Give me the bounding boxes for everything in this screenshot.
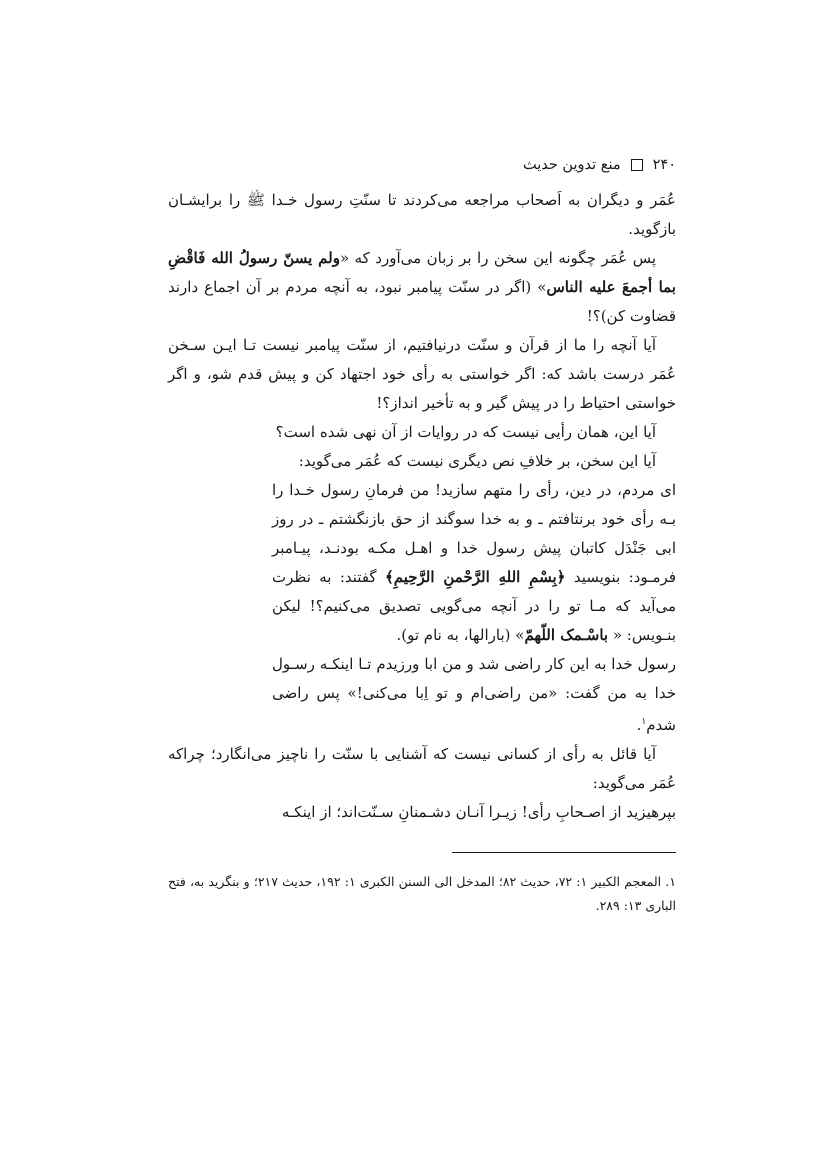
- page-number: ۲۴۰: [652, 156, 676, 173]
- paragraph-1: عُمَر و دیگران به اَصحاب مراجعه می‌کردند تا سنّتِ رسول خـدا ﷺ را برایشـان بازگوید.: [168, 191, 676, 238]
- page-content: [168, 150, 676, 827]
- quote-1-text-e: » (بارالها، به نام تو).: [396, 626, 525, 644]
- bismika-bold: باسْـمک اللّهمّ: [524, 626, 609, 644]
- question-2: آیا این سخن، بر خلافِ نص دیگری نیست که عُمَر می‌گوید:: [298, 452, 656, 470]
- quote-block-2: رسول خدا به این کار راضی شد و من ابا ورزیدم تـا اینکـه رسـول خدا به من گفت: «من راضی‌ام و تو اِبا می‌کنی!» پس راضی شدم$^۱$.: [272, 655, 676, 734]
- quote-2-text: رسول خدا به این کار راضی شد و من ابا ورزیدم تـا اینکـه رسـول خدا به من گفت: «من راضی‌ام و تو اِبا می‌کنی!» پس راضی شدم: [272, 655, 676, 734]
- basmala-bold: ﴿بِسْمِ اللهِ الرَّحْمنِ الرَّحِیمِ﴾: [384, 568, 566, 586]
- footnote: ۱. المعجم الکبیر ۱: ۷۲، حدیث ۸۲؛ المدخل الی السنن الکبری ۱: ۱۹۲، حدیث ۲۱۷؛ و بنگرید به، فتح الباری ۱۳: ۲۸۹.: [168, 874, 676, 913]
- footnote-divider: [452, 852, 676, 853]
- paragraph-2: [168, 244, 676, 331]
- question-1: آیا این، همان رأیی نیست که در روایات از آن نهی شده است؟: [275, 423, 656, 441]
- quote-block-3: بپرهیزید از اصـحابِ رأی! زیـرا آنـان دشـمنانِ سـنّت‌اند؛ از اینکـه: [281, 803, 676, 821]
- quote-1-text-a: ای مردم، در دین، رأی را متهم سازید! من فرمانِ رسول خـدا را بـه رأی خود برنتافتم ـ و به خدا سوگند از حق بازنگشتم ـ در روز ابی جَنْدَل کاتبان پیش رسول خدا و اهـل مکـه بودنـد، پیـامبر فرمـود: بنویسید: [272, 481, 676, 586]
- paragraph-4: آیا قائل به رأی از کسانی نیست که آشنایی با سنّت را ناچیز می‌انگارد؛ چراکه عُمَر می‌گوید:: [168, 745, 676, 792]
- square-ornament-icon: [631, 159, 643, 171]
- paragraph-2-text-a: پس عُمَر چگونه این سخن را بر زبان می‌آورد که «: [339, 249, 656, 267]
- quote-block-1: [272, 476, 676, 650]
- footnote-ref[interactable]: ۱: [641, 717, 647, 727]
- arabic-quote-bold: ولم یسنّ رسولُ الله فَاقْضِ بما أجمعَ علیه الناس: [168, 249, 676, 296]
- running-header: [168, 150, 676, 180]
- running-title: منع تدوین حدیث: [522, 156, 621, 173]
- paragraph-2-text-c: » (اگر در سنّت پیامبر نبود، به آنچه مردم بر آن اجماع دارند قضاوت کن)؟!: [168, 278, 676, 325]
- quote-1-text-c: گفتند: به نظرت می‌آید که مـا تو را در آنچه می‌گویی تصدیق می‌کنیم؟! لیکن بنـویس: «: [272, 568, 676, 644]
- paragraph-3: آیا آنچه را ما از قرآن و سنّت درنیافتیم، از سنّت پیامبر نیست تـا ایـن سـخن عُمَر درست باشد که: اگر خواستی به رأی خود اجتهاد کن و پیش قدم شو، و اگر خواستی احتیاط را در پیش گیر و به تأخیر انداز؟!: [168, 336, 676, 412]
